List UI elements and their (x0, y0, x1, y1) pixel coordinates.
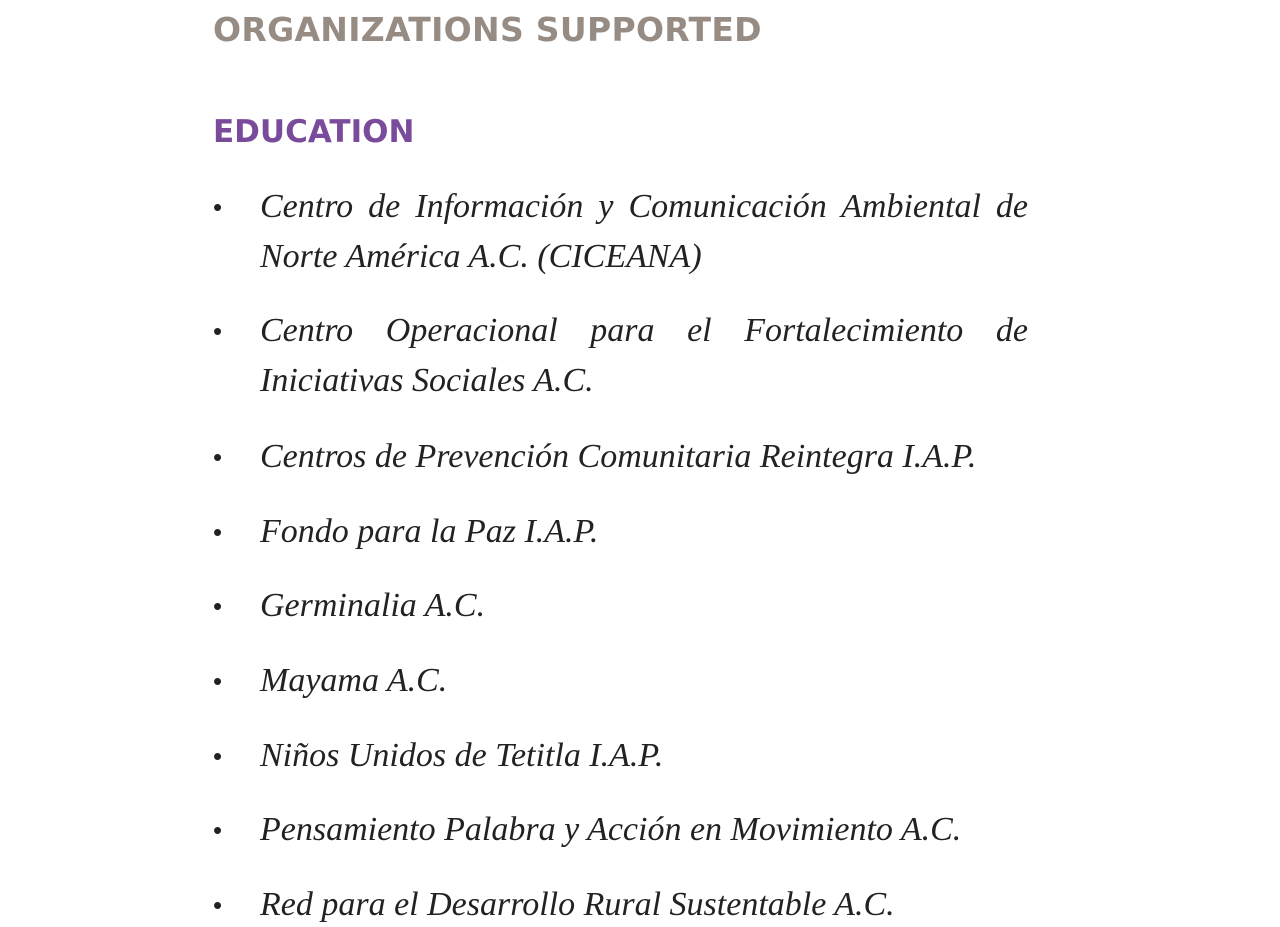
bullet-icon: • (213, 442, 223, 472)
bullet-icon: • (213, 192, 223, 222)
list-item (213, 432, 1028, 482)
organization-name: Red para el Desarrollo Rural Sustentable A.C. (260, 886, 895, 923)
section-heading-education: EDUCATION (213, 114, 415, 150)
bullet-icon: • (213, 741, 223, 771)
list-item (213, 306, 1028, 406)
organization-name: Mayama A.C. (260, 662, 448, 699)
organization-name: Pensamiento Palabra y Acción en Movimiento A.C. (260, 811, 962, 848)
list-item (213, 507, 1028, 557)
list-item (213, 880, 1028, 927)
bullet-icon: • (213, 890, 223, 920)
organization-name: Fondo para la Paz I.A.P. (260, 513, 599, 550)
organization-name: Centros de Prevención Comunitaria Reintegra I.A.P. (260, 438, 977, 475)
organization-name: Niños Unidos de Tetitla I.A.P. (260, 737, 664, 774)
bullet-icon: • (213, 666, 223, 696)
bullet-icon: • (213, 591, 223, 621)
organization-name: Germinalia A.C. (260, 587, 486, 624)
bullet-icon: • (213, 316, 223, 346)
page-title: ORGANIZATIONS SUPPORTED (213, 10, 762, 49)
list-item (213, 656, 1028, 706)
list-item (213, 581, 1028, 631)
list-item (213, 182, 1028, 282)
list-item (213, 731, 1028, 781)
bullet-icon: • (213, 815, 223, 845)
list-item (213, 805, 1028, 855)
bullet-icon: • (213, 517, 223, 547)
organization-name: Centro Operacional para el Fortalecimiento de Iniciativas Sociales A.C. (260, 312, 1028, 399)
organization-name: Centro de Información y Comunicación Ambiental de Norte América A.C. (CICEANA) (260, 188, 1028, 275)
